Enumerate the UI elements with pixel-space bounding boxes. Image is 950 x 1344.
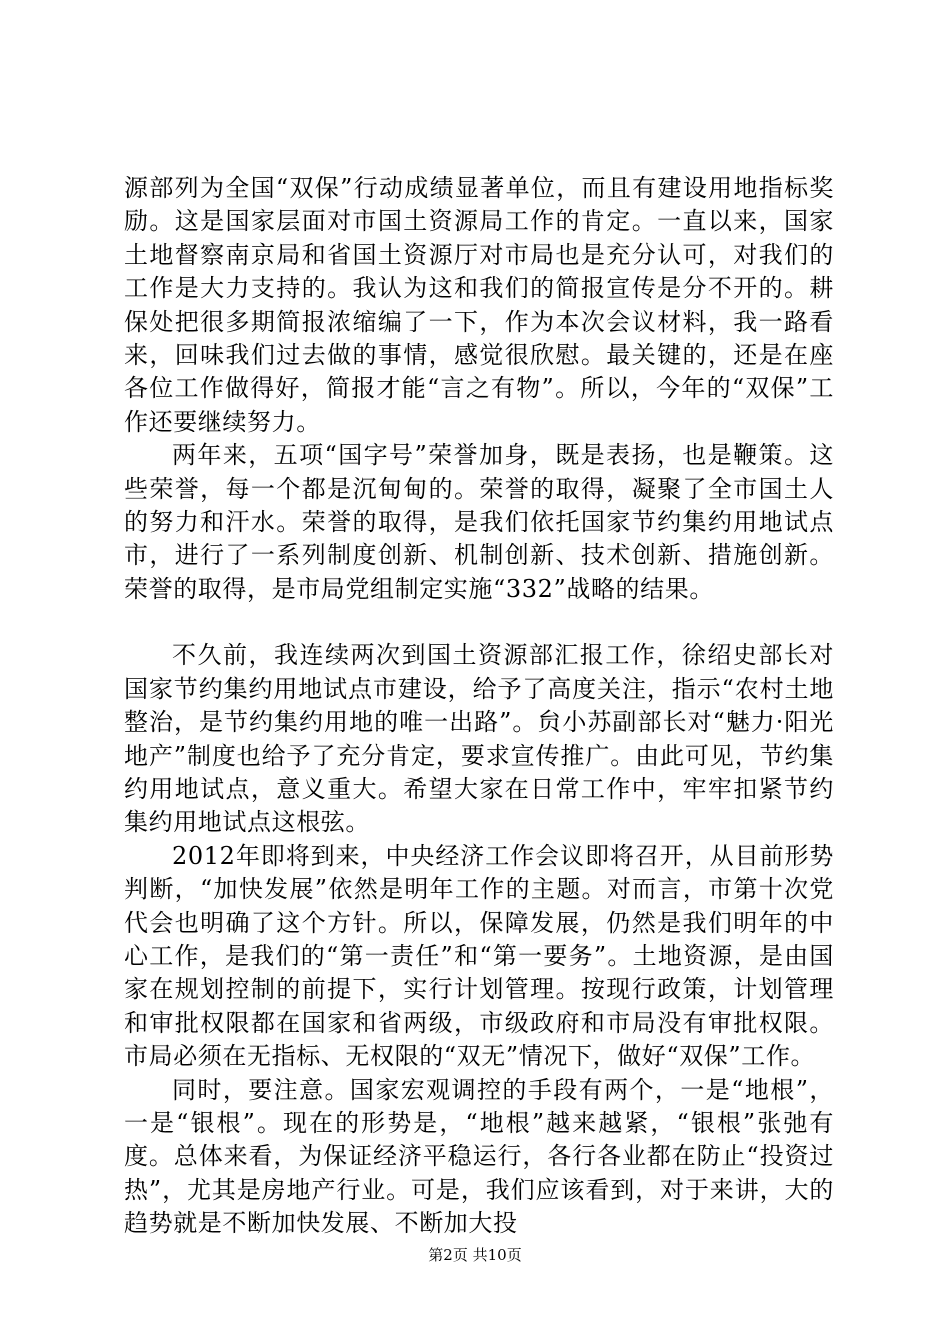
document-body [124, 172, 834, 1241]
paragraph-pilot-city: 不久前，我连续两次到国土资源部汇报工作，徐绍史部长对国家节约集约用地试点市建设，给予了高度关注，指示“农村土地整治，是节约集约用地的唯一出路”。贠小苏副部长对“魅力·阳光地产”制度也给予了充分肯定，要求宣传推广。由此可见，节约集约用地试点，意义重大。希望大家在日常工作中，牢牢扣紧节约集约用地试点这根弦。 [124, 641, 834, 837]
paragraph-2012-development: 2012年即将到来，中央经济工作会议即将召开，从目前形势判断，“加快发展”依然是明年工作的主题。对而言，市第十次党代会也明确了这个方针。所以，保障发展，仍然是我们明年的中心工作，是我们的“第一责任”和“第一要务”。土地资源，是由国家在规划控制的前提下，实行计划管理。按现行政策，计划管理和审批权限都在国家和省两级，市级政府和市局没有审批权限。市局必须在无指标、无权限的“双无”情况下，做好“双保”工作。 [124, 841, 834, 1071]
paragraph-honors: 两年来，五项“国字号”荣誉加身，既是表扬，也是鞭策。这些荣誉，每一个都是沉甸甸的。荣誉的取得，凝聚了全市国土人的努力和汗水。荣誉的取得，是我们依托国家节约集约用地试点市，进行了一系列制度创新、机制创新、技术创新、措施创新。荣誉的取得，是市局党组制定实施“332”战略的结果。 [124, 441, 834, 603]
paragraph-macro-control: 同时，要注意。国家宏观调控的手段有两个，一是“地根”，一是“银根”。现在的形势是，“地根”越来越紧，“银根”张弛有度。总体来看，为保证经济平稳运行，各行各业都在防止“投资过热”，尤其是房地产行业。可是，我们应该看到，对于来讲，大的趋势就是不断加快发展、不断加大投 [124, 1075, 834, 1238]
paragraph-continuation: 源部列为全国“双保”行动成绩显著单位，而且有建设用地指标奖励。这是国家层面对市国土资源局工作的肯定。一直以来，国家土地督察南京局和省国土资源厅对市局也是充分认可，对我们的工作是大力支持的。我认为这和我们的简报宣传是分不开的。耕保处把很多期简报浓缩编了一下，作为本次会议材料，我一路看来，回味我们过去做的事情，感觉很欣慰。最关键的，还是在座各位工作做得好，简报才能“言之有物”。所以，今年的“双保”工作还要继续努力。 [124, 174, 834, 436]
page-number-footer: 第2页 共10页 [428, 1246, 522, 1264]
